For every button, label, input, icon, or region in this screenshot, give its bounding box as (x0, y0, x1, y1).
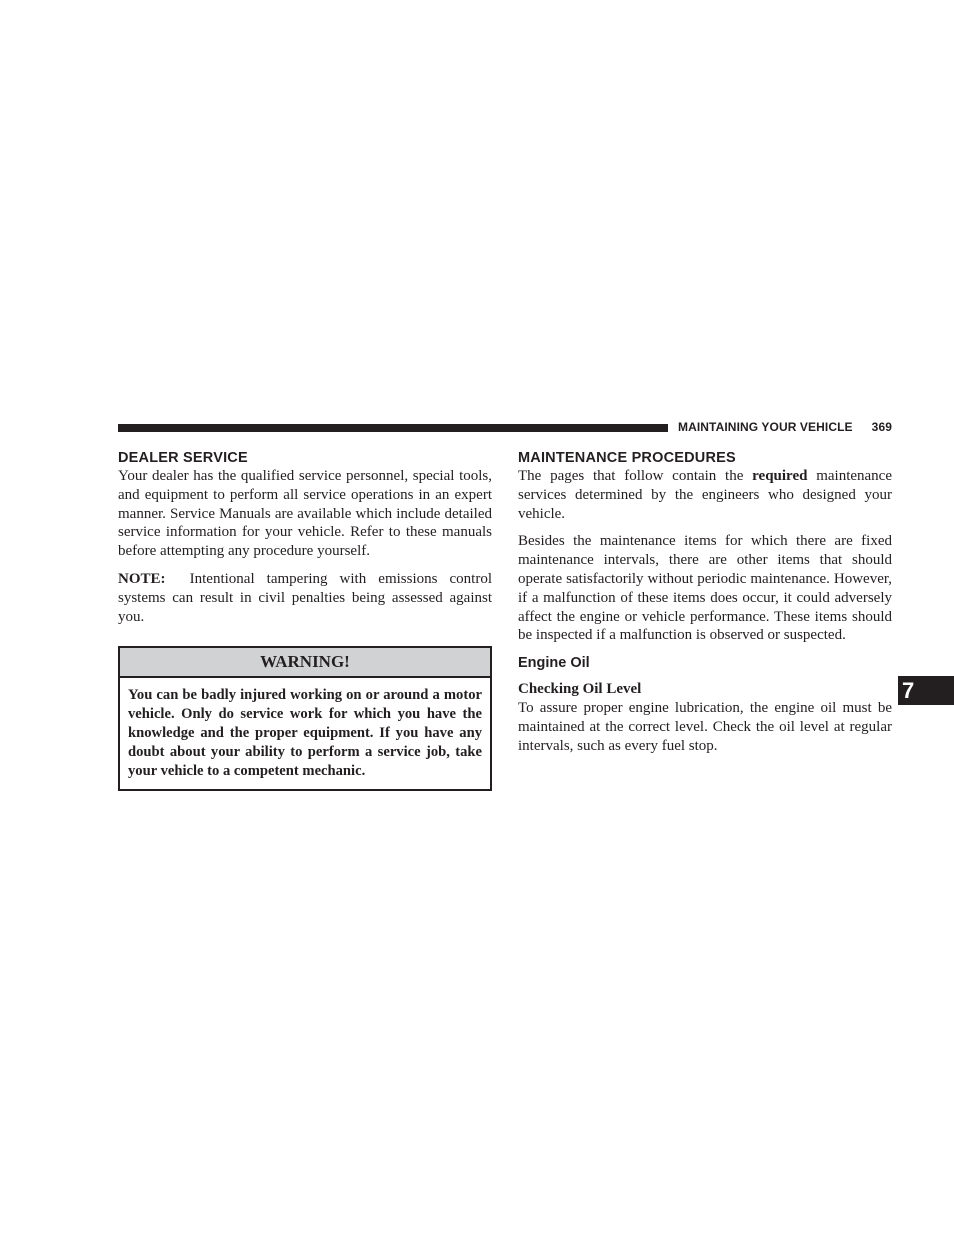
maintenance-items-paragraph: Besides the maintenance items for which there are fixed maintenance intervals, there are other items that should operate satisfactorily without periodic maintenance. However, if a malfunction of these items does occur, it could adversely affect the engine or vehicle performance. These items should be inspected if a malfunction is observed or suspected. (518, 533, 892, 644)
oil-level-paragraph: To assure proper engine lubrication, the engine oil must be maintained at the correct level. Check the oil level at regular intervals, such as every fuel stop. (518, 699, 892, 754)
required-emphasis: required (752, 468, 808, 484)
engine-oil-heading: Engine Oil (518, 655, 590, 672)
maintenance-procedures-heading: MAINTENANCE PROCEDURES (518, 450, 736, 466)
note-label: NOTE: (118, 570, 166, 587)
header-rule (118, 424, 668, 432)
warning-box (118, 646, 492, 791)
left-column (118, 449, 492, 791)
warning-text: You can be badly injured working on or around a motor vehicle. Only do service work for which you have the knowledge and the proper equipment. If you have any doubt about your ability to perform a service job, take your vehicle to a competent mechanic. (128, 687, 482, 779)
maintenance-intro-paragraph: The pages that follow contain the required maintenance services determined by the engineers who designed your vehicle. (518, 468, 893, 522)
section-title: MAINTAINING YOUR VEHICLE (678, 420, 853, 434)
checking-oil-level-heading: Checking Oil Level (518, 681, 642, 698)
page-number: 369 (871, 420, 892, 434)
dealer-service-paragraph: Your dealer has the qualified service personnel, special tools, and equipment to perform all service operations in an expert manner. Service Manuals are available which include detailed service information for your vehicle. Refer to these manuals before attempting any procedure yourself. (118, 468, 492, 560)
right-column (518, 449, 892, 755)
chapter-tab: 7 (898, 676, 954, 705)
dealer-service-heading: DEALER SERVICE (118, 450, 248, 466)
note-text: Intentional tampering with emissions control systems can result in civil penalties being assessed against you. (118, 570, 493, 625)
running-header (678, 420, 892, 434)
note-paragraph (118, 570, 492, 626)
warning-title: WARNING! (120, 648, 490, 678)
